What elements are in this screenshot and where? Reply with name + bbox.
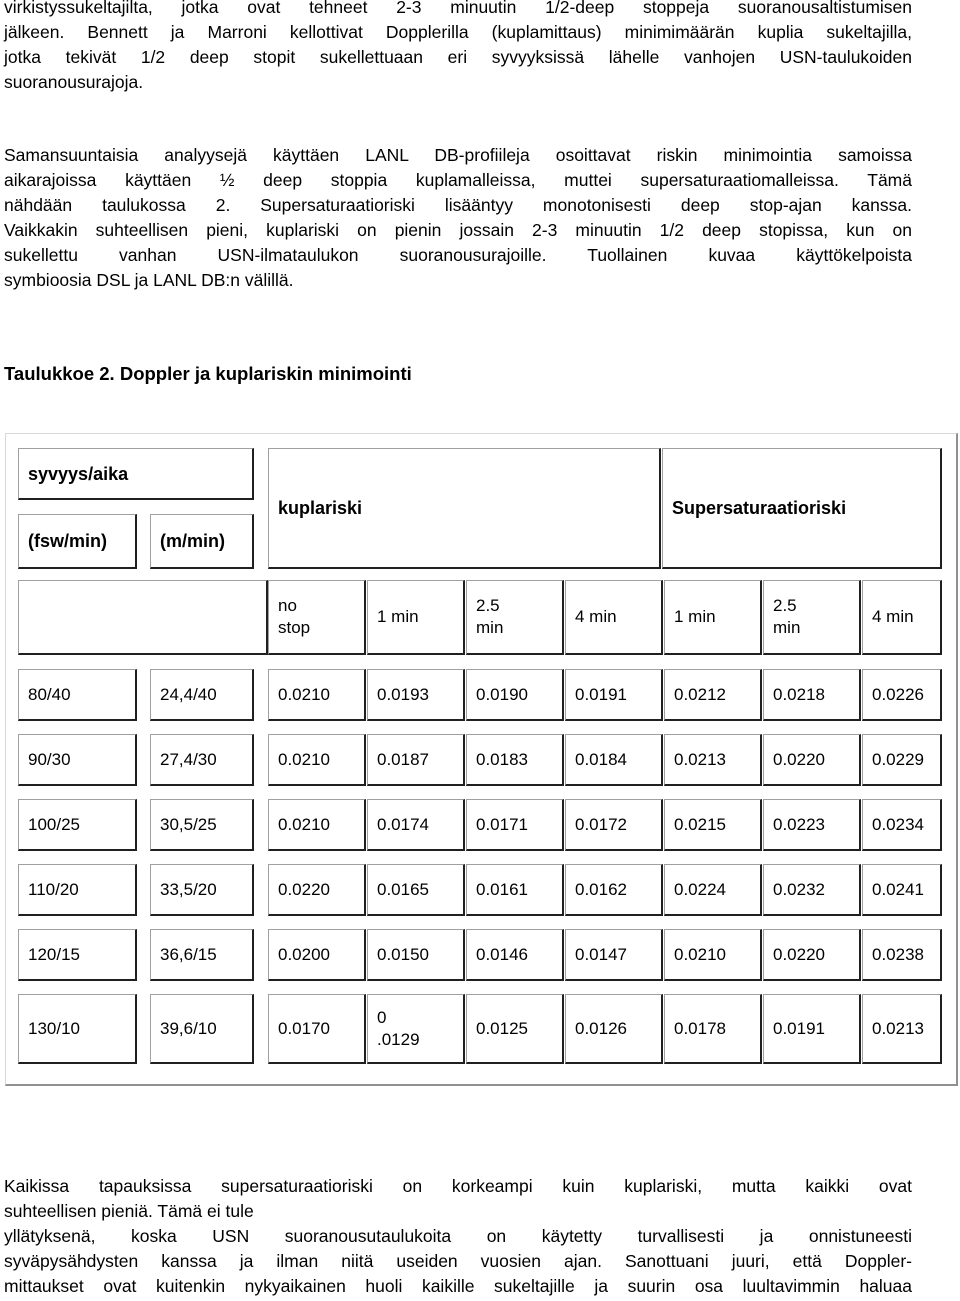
cell-depth-fsw: 110/20 — [18, 864, 137, 916]
subheader-supersat-2-5min-line1: 2.5 — [773, 596, 797, 615]
cell-bubble-2-5min: 0.0161 — [466, 864, 564, 916]
text-line: sukellettu vanhan USN-ilmataulukon suoranousurajoille. Tuollainen kuvaa käyttökelpoista — [4, 245, 912, 265]
cell-bubble-1min: 0.0193 — [367, 669, 465, 721]
header-bubble-risk: kuplariski — [268, 448, 661, 569]
cell-bubble-4min: 0.0147 — [565, 929, 663, 981]
cell-supersat-2-5min: 0.0223 — [763, 799, 861, 851]
cell-depth-fsw: 80/40 — [18, 669, 137, 721]
cell-supersat-2-5min: 0.0218 — [763, 669, 861, 721]
cell-depth-m: 30,5/25 — [150, 799, 254, 851]
intro-paragraph — [4, 0, 912, 95]
cell-bubble-1min: 0 .0129 — [367, 994, 465, 1064]
cell-bubble-no-stop: 0.0210 — [268, 669, 366, 721]
text-line: Samansuuntaisia analyysejä käyttäen LANL DB-profiileja osoittavat riskin minimointia samoissa — [4, 145, 912, 165]
text-line: syväpysähdysten kanssa ja ilman niitä useiden vuosien ajan. Sanottuani juuri, että Doppler- — [4, 1251, 912, 1271]
cell-supersat-1min: 0.0210 — [664, 929, 762, 981]
cell-supersat-4min: 0.0226 — [862, 669, 942, 721]
cell-supersat-4min: 0.0229 — [862, 734, 942, 786]
cell-depth-fsw: 120/15 — [18, 929, 137, 981]
cell-supersat-1min: 0.0212 — [664, 669, 762, 721]
cell-depth-m: 39,6/10 — [150, 994, 254, 1064]
text-line: aikarajoissa käyttäen ½ deep stoppia kuplamalleissa, muttei supersaturaatiomalleissa. Tämä — [4, 170, 912, 190]
cell-bubble-2-5min: 0.0125 — [466, 994, 564, 1064]
analysis-paragraph — [4, 143, 912, 293]
text-line: nähdään taulukossa 2. Supersaturaatioriski lisääntyy monotonisesti deep stop-ajan kanssa. — [4, 195, 912, 215]
subheader-no-stop-line2: stop — [278, 618, 311, 637]
cell-depth-m: 24,4/40 — [150, 669, 254, 721]
cell-bubble-2-5min: 0.0171 — [466, 799, 564, 851]
subheader-empty — [18, 580, 268, 655]
cell-bubble-2-5min: 0.0146 — [466, 929, 564, 981]
header-fsw: (fsw/min) — [18, 514, 137, 569]
text-line: jotka tekivät 1/2 deep stopit sukellettuaan eri syvyyksissä lähelle vanhojen USN-taulukoiden — [4, 47, 912, 67]
cell-bubble-no-stop: 0.0210 — [268, 799, 366, 851]
text-line: symbioosia DSL ja LANL DB:n välillä. — [4, 270, 294, 290]
cell-depth-fsw: 130/10 — [18, 994, 137, 1064]
subheader-bubble-1min: 1 min — [367, 580, 465, 655]
cell-bubble-no-stop: 0.0210 — [268, 734, 366, 786]
cell-bubble-4min: 0.0191 — [565, 669, 663, 721]
cell-supersat-2-5min: 0.0191 — [763, 994, 861, 1064]
cell-bubble-1min: 0.0165 — [367, 864, 465, 916]
subheader-supersat-2-5min — [763, 580, 861, 655]
cell-bubble-1min: 0.0174 — [367, 799, 465, 851]
cell-bubble-2-5min: 0.0190 — [466, 669, 564, 721]
header-depth-rate: syvyys/aika — [18, 448, 254, 500]
cell-bubble-2-5min: 0.0183 — [466, 734, 564, 786]
subheader-supersat-4min: 4 min — [862, 580, 942, 655]
cell-bubble-1min: 0.0150 — [367, 929, 465, 981]
cell-depth-m: 36,6/15 — [150, 929, 254, 981]
text-line: Kaikissa tapauksissa supersaturaatioriski on korkeampi kuin kuplariski, mutta kaikki ovat — [4, 1176, 912, 1196]
cell-supersat-1min: 0.0224 — [664, 864, 762, 916]
cell-bubble-4min: 0.0184 — [565, 734, 663, 786]
cell-depth-m: 27,4/30 — [150, 734, 254, 786]
text-line: suoranousurajoja. — [4, 72, 144, 92]
subheader-bubble-2-5min-line2: min — [476, 618, 504, 637]
text-line: virkistyssukeltajilta, jotka ovat tehneet 2-3 minuutin 1/2-deep stoppeja suoranousaltistumisen — [4, 0, 912, 17]
text-line: Vaikkakin suhteellisen pieni, kuplariski on pienin jossain 2-3 minuutin 1/2 deep stopissa, kun on — [4, 220, 912, 240]
cell-supersat-2-5min: 0.0220 — [763, 734, 861, 786]
cell-supersat-2-5min: 0.0220 — [763, 929, 861, 981]
subheader-supersat-2-5min-line2: min — [773, 618, 801, 637]
cell-bubble-no-stop: 0.0170 — [268, 994, 366, 1064]
subheader-supersat-1min: 1 min — [664, 580, 762, 655]
cell-bubble-4min: 0.0162 — [565, 864, 663, 916]
table-title: Taulukkoe 2. Doppler ja kuplariskin minimointi — [4, 363, 412, 384]
header-supersat-risk: Supersaturaatioriski — [662, 448, 942, 569]
cell-depth-fsw: 90/30 — [18, 734, 137, 786]
cell-bubble-no-stop: 0.0220 — [268, 864, 366, 916]
subheader-no-stop — [268, 580, 366, 655]
cell-depth-m: 33,5/20 — [150, 864, 254, 916]
closing-paragraph — [4, 1174, 912, 1299]
cell-bubble-no-stop: 0.0200 — [268, 929, 366, 981]
cell-supersat-1min: 0.0213 — [664, 734, 762, 786]
cell-supersat-4min: 0.0238 — [862, 929, 942, 981]
text-line: jälkeen. Bennett ja Marroni kellottivat Dopplerilla (kuplamittaus) minimimäärän kuplia sukeltajilla, — [4, 22, 912, 42]
subheader-bubble-2-5min-line1: 2.5 — [476, 596, 500, 615]
cell-supersat-1min: 0.0215 — [664, 799, 762, 851]
header-m: (m/min) — [150, 514, 254, 569]
subheader-no-stop-line1: no — [278, 596, 297, 615]
cell-supersat-4min: 0.0234 — [862, 799, 942, 851]
text-line: mittaukset ovat kuitenkin nykyaikainen huoli kaikille sukeltajille ja suurin osa luultavimmin haluaa — [4, 1276, 912, 1296]
cell-bubble-1min: 0.0187 — [367, 734, 465, 786]
text-line: yllätyksenä, koska USN suoranousutaulukoita on käytetty turvallisesti ja onnistuneesti — [4, 1226, 912, 1246]
cell-supersat-1min: 0.0178 — [664, 994, 762, 1064]
cell-bubble-4min: 0.0126 — [565, 994, 663, 1064]
cell-depth-fsw: 100/25 — [18, 799, 137, 851]
cell-supersat-2-5min: 0.0232 — [763, 864, 861, 916]
cell-bubble-4min: 0.0172 — [565, 799, 663, 851]
subheader-bubble-4min: 4 min — [565, 580, 663, 655]
text-line: suhteellisen pieniä. Tämä ei tule — [4, 1201, 254, 1221]
cell-supersat-4min: 0.0213 — [862, 994, 942, 1064]
cell-supersat-4min: 0.0241 — [862, 864, 942, 916]
subheader-bubble-2-5min — [466, 580, 564, 655]
